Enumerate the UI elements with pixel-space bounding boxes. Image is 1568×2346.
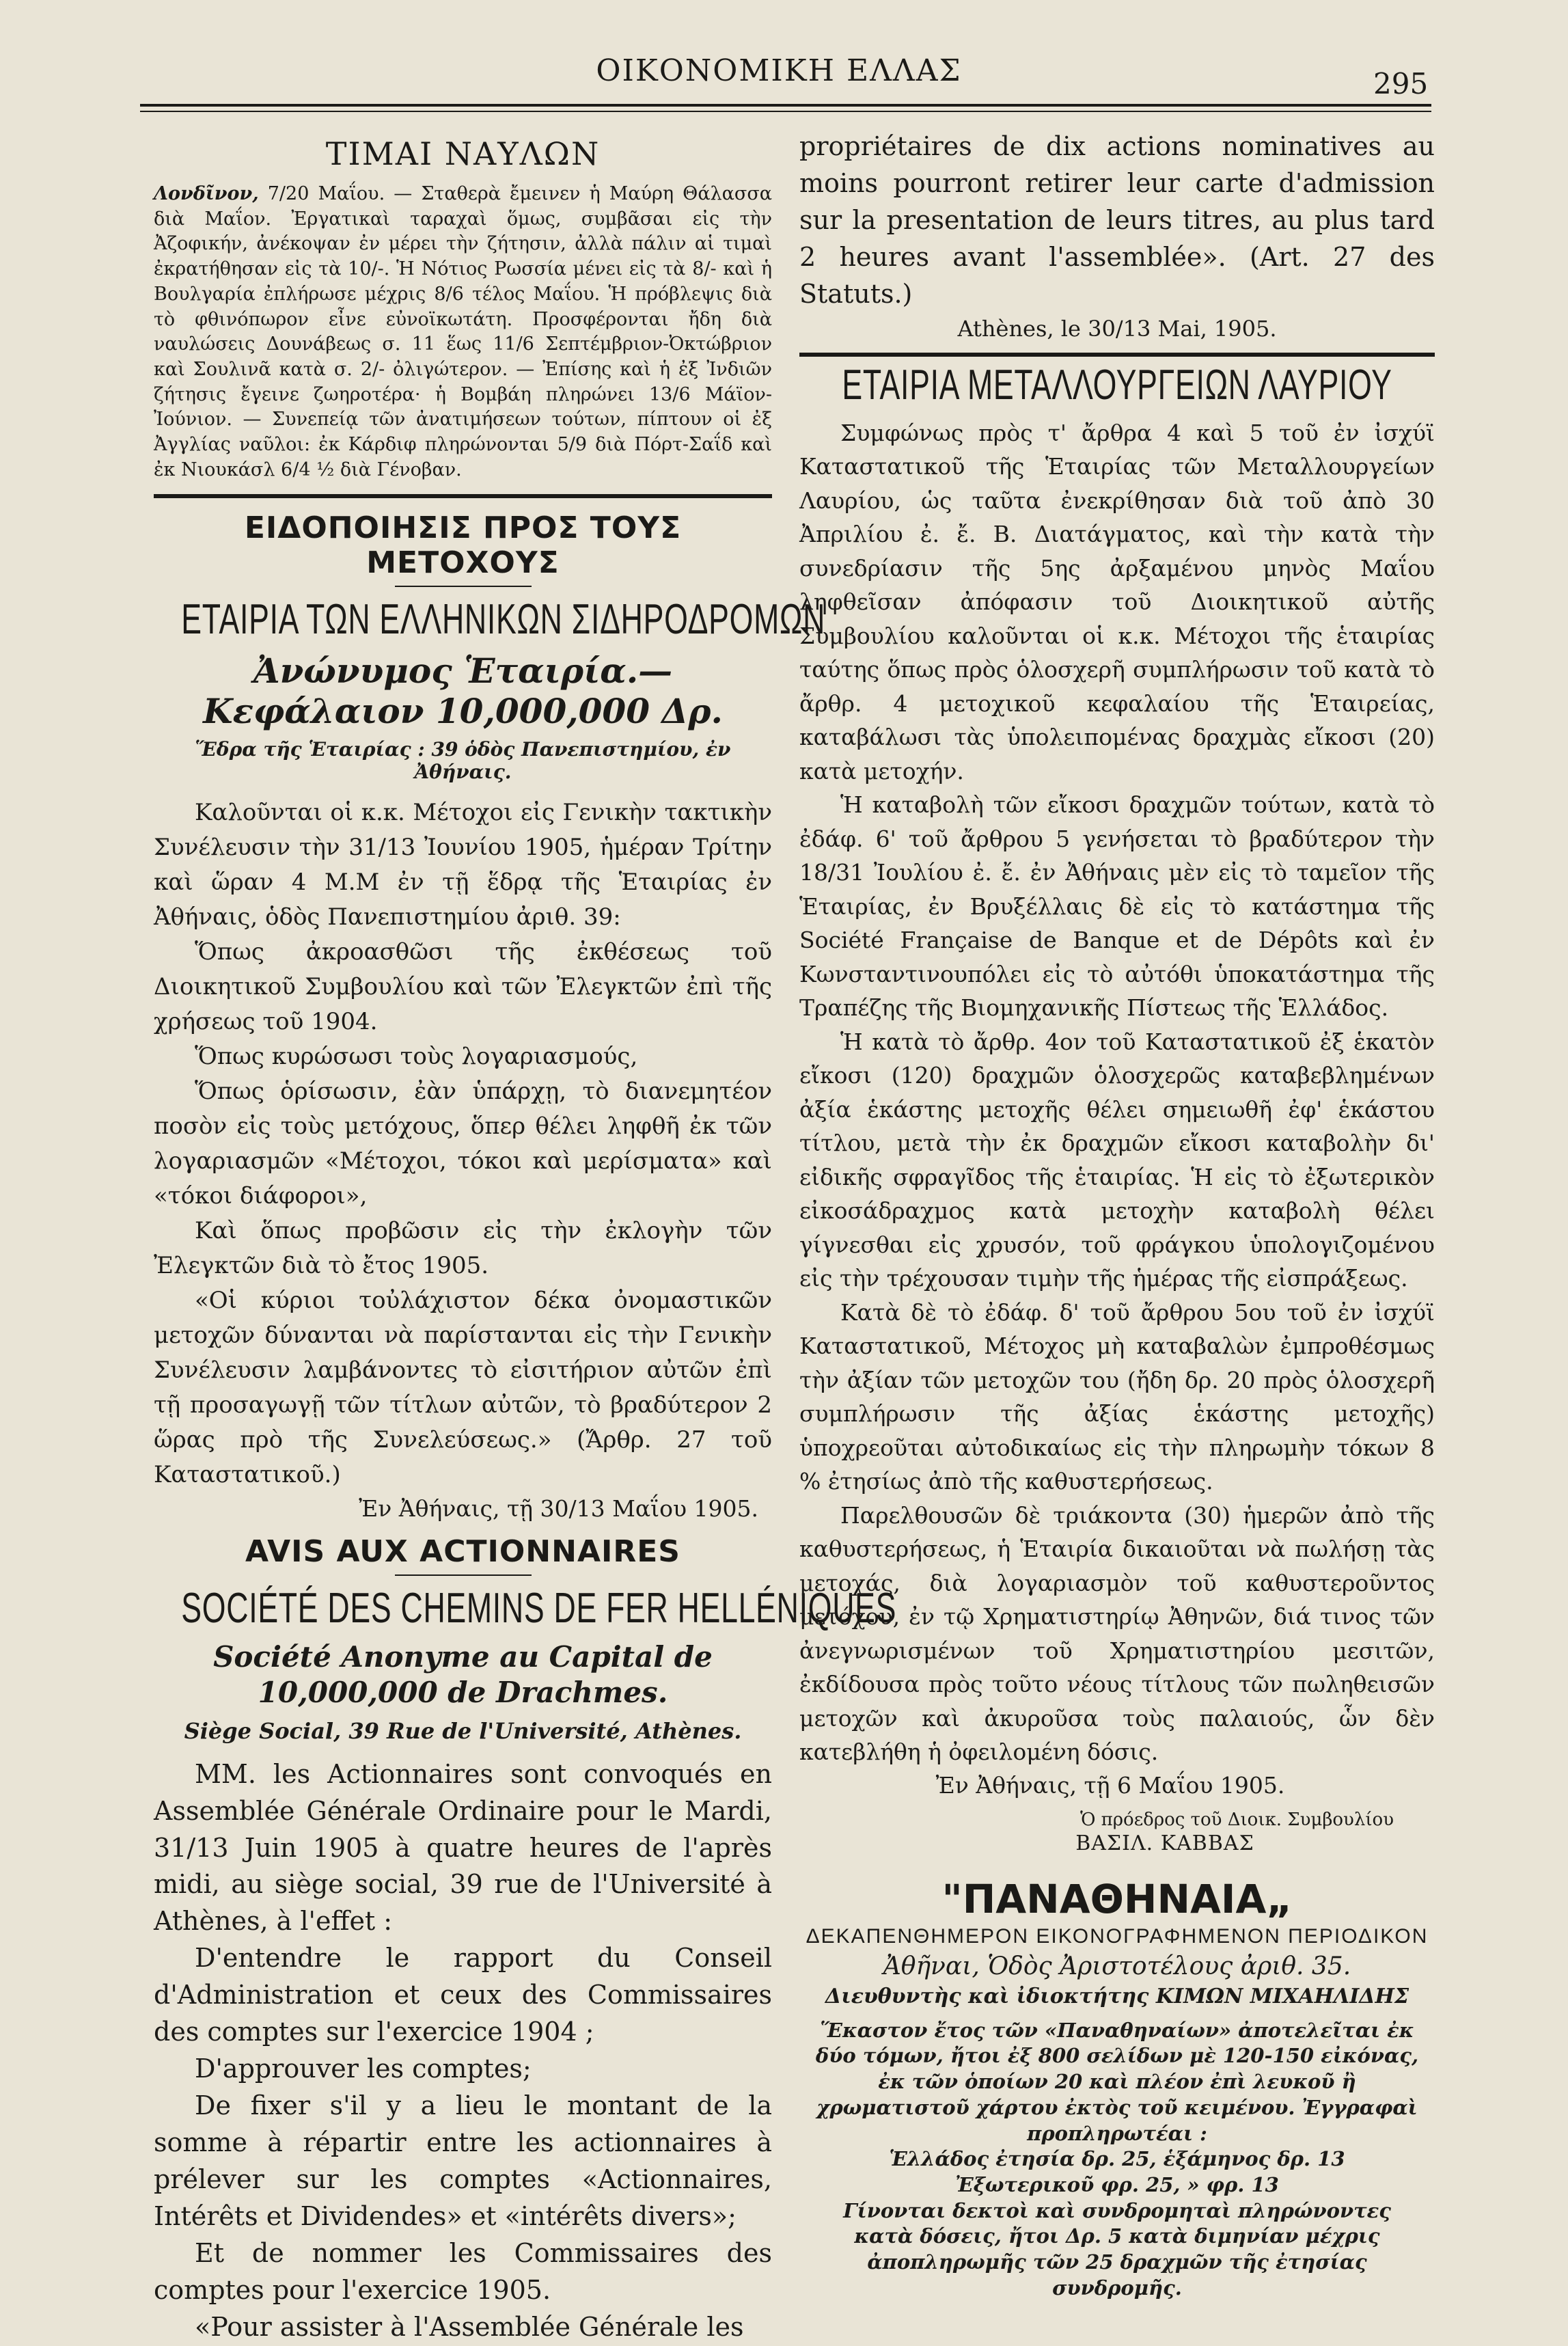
notice-gr-paragraph: Καλοῦνται οἱ κ.κ. Μέτοχοι εἰς Γενικὴν τακτικὴν Συνέλευσιν τὴν 31/13 Ἰουνίου 1905, ἡμέραν Τρίτην καὶ ὥραν 4 Μ.Μ ἐν τῇ ἕδρᾳ τῆς Ἑταιρίας ἐν Ἀθήναις, ὁδὸς Πανεπιστημίου ἀριθ. 39: (154, 798, 772, 931)
lavrion-signatory-name: ΒΑΣΙΛ. ΚΑΒΒΑΣ (1075, 1831, 1254, 1855)
notice-fr-paragraph: MM. les Actionnaires sont convoqués en Assemblée Générale Ordinaire pour le Mardi, 31/13 Juin 1905 à quatre heures de l'après midi, au siège social, 39 rue de l'Université à Athènes, à l'effet : (154, 1758, 772, 1937)
notice-gr-seat: Ἕδρα τῆς Ἑταιρίας : 39 ὁδὸς Πανεπιστημίου, ἐν Ἀθήναις. (195, 737, 731, 783)
freight-body: 7/20 Μαΐου. — Σταθερὰ ἔμεινεν ἡ Μαύρη Θάλασσα διὰ Μαΐον. Ἐργατικαὶ ταραχαὶ ὅμως, συμβᾶσαι εἰς τὴν Ἀζοφικήν, ἀνέκοψαν ἐν μέρει τὴν ζήτησιν, ἀλλὰ πάλιν αἱ τιμαὶ ἐκρατήθησαν εἰς τὰ 10/-. Ἡ Νότιος Ρωσσία μένει εἰς τὰ 8/- καὶ ἡ Βουλγαρία ἐπλήρωσε μέχρις 8/6 τέλος Μαΐου. Ἡ πρόβλεψις διὰ τὸ φθινόπωρον εἶνε εὐνοϊκωτάτη. Προσφέρονται ἤδη διὰ ναυλώσεις Δουνάβεως σ. 11 ἕως 11/6 Σεπτέμβριον-Ὀκτώβριον καὶ Σουλινᾶ κατὰ σ. 2/- ὀλιγώτερον. — Ἐπίσης καὶ ἡ ἐξ Ἰνδιῶν ζήτησις ἔγεινε ζωηροτέρα· ἡ Βομβάη πληρώνει 13/6 Μάϊον-Ἰούνιον. — Συνεπείᾳ τῶν ἀνατιμήσεων τούτων, πίπτουν οἱ ἐξ Ἀγγλίας ναῦλοι: ἐκ Κάρδιφ πληρώνονται 5/9 διὰ Πόρτ-Σαΐδ καὶ ἐκ Νιουκάσλ 6/4 ½ διὰ Γένοβαν. (154, 183, 772, 480)
lavrion-paragraph: Συμφώνως πρὸς τ' ἄρθρα 4 καὶ 5 τοῦ ἐν ἰσχύϊ Καταστατικοῦ τῆς Ἑταιρίας τῶν Μεταλλουργείων Λαυρίου, ὡς ταῦτα ἐνεκρίθησαν διὰ τοῦ ἀπὸ 30 Ἀπριλίου ἐ. ἔ. Β. Διατάγματος, καὶ τὴν κατὰ τὴν συνεδρίασιν τῆς 5ης ἀρξαμένου μηνὸς Μαΐου ληφθεῖσαν ἀπόφασιν τοῦ Διοικητικοῦ αὐτῆς Συμβουλίου καλοῦνται οἱ κ.κ. Μέτοχοι τῆς ἑταιρίας ταύτης ὅπως πρὸς ὁλοσχερῆ συμπλήρωσιν τοῦ κατὰ τὸ ἄρθρ. 4 μετοχικοῦ κεφαλαίου τῆς Ἑταιρείας, καταβάλωσι τὰς ὑπολειπομένας δραχμὰς εἴκοσι (20) κατὰ μετοχήν. (799, 419, 1435, 785)
notice-gr-company: ΕΤΑΙΡΙΑ ΤΩΝ ΕΛΛΗΝΙΚΩΝ ΣΙΔΗΡΟΔΡΟΜΩΝ (181, 595, 826, 643)
lavrion-paragraph: Ἡ καταβολὴ τῶν εἴκοσι δραχμῶν τούτων, κατὰ τὸ ἐδάφ. 6' τοῦ ἄρθρου 5 γενήσεται τὸ βραδύτερον τὴν 18/31 Ἰουλίου ἐ. ἔ. ἐν Ἀθήναις μὲν εἰς τὸ ταμεῖον τῆς Ἑταιρίας, ἐν Βρυξέλλαις δὲ εἰς τὸ κατάστημα τῆς Société Française de Banque et de Dépôts καὶ ἐν Κωνσταντινουπόλει εἰς τὸ αὐτόθι ὑποκατάστημα τῆς Τραπέζης τῆς Βιομηχανικῆς Πίστεως τῆς Ἑλλάδος. (799, 791, 1435, 1022)
notice-gr-capital: Ἀνώνυμος Ἑταιρία.—Κεφάλαιον 10,000,000 Δρ. (203, 650, 723, 731)
panathinaia-address: Ἀθῆναι, Ὁδὸς Ἀριστοτέλους ἀριθ. 35. (883, 1952, 1351, 1980)
notice-gr-body (154, 795, 772, 1492)
section-divider (154, 494, 772, 498)
short-rule (395, 1574, 532, 1576)
lavrion-paragraph: Ἡ κατὰ τὸ ἄρθρ. 4ον τοῦ Καταστατικοῦ ἐξ ἑκατὸν εἴκοσι (120) δραχμῶν ὁλοσχερῶς καταβεβλημένων ἀξία ἑκάστης μετοχῆς θέλει σημειωθῆ ἐφ' ἑκάστου τίτλου, μετὰ τὴν ἐκ δραχμῶν εἴκοσι καταβολὴν δι' εἰδικῆς σφραγῖδος τῆς ἑταιρίας. Ἡ εἰς τὸ ἐξωτερικὸν εἰκοσάδραχμος κατὰ μετοχὴν καταβολὴ θέλει γίγνεσθαι εἰς χρυσόν, τοῦ φράγκου ὑπολογιζομένου εἰς τὴν τρέχουσαν τιμὴν τῆς ἡμέρας τῆς εἰσπράξεως. (799, 1028, 1435, 1292)
notice-gr-paragraph: Ὅπως ὁρίσωσιν, ἐὰν ὑπάρχῃ, τὸ διανεμητέον ποσὸν εἰς τοὺς μετόχους, ὅπερ θέλει ληφθῆ ἐκ τῶν λογαριασμῶν «Μέτοχοι, τόκοι καὶ μερίσματα» καὶ «τόκοι διάφοροι», (154, 1077, 772, 1210)
freight-title: ΤΙΜΑΙ ΝΑΥΛΩΝ (325, 135, 601, 172)
notice-fr-company: SOCIÉTÉ DES CHEMINS DE FER HELLÉNIQUES (181, 1584, 897, 1632)
header-rule (140, 104, 1431, 107)
panathinaia-footer: Γίνονται δεκτοὶ καὶ συνδρομηταὶ πληρώνοντες κατὰ δόσεις, ἤτοι Δρ. 5 κατὰ διμηνίαν μέχρις ἀποπληρωμῆς τῶν 25 δραχμῶν τῆς ἐτησίας συνδρομῆς. (843, 2198, 1391, 2300)
notice-fr-paragraph: D'entendre le rapport du Conseil d'Administration et ceux des Commissaires des comptes sur l'exercice 1904 ; (154, 1943, 772, 2047)
panathinaia-title: "ΠΑΝΑΘΗΝΑΙΑ„ (941, 1875, 1293, 1922)
section-divider (799, 353, 1435, 357)
notice-fr-seat: Siège Social, 39 Rue de l'Université, Athènes. (184, 1717, 742, 1744)
notice-fr-paragraph: Et de nommer les Commissaires des comptes pour l'exercice 1905. (154, 2238, 772, 2305)
lavrion-signatory-title: Ὁ πρόεδρος τοῦ Διοικ. Συμβουλίου (1080, 1809, 1394, 1830)
short-rule (395, 586, 532, 587)
right-column (799, 128, 1435, 2301)
header-rule-thin (140, 111, 1431, 112)
panathinaia-rate: Ἑλλάδος ἐτησία δρ. 25, ἑξάμηνος δρ. 13 (889, 2147, 1345, 2171)
notice-gr-paragraph: Ὅπως κυρώσωσι τοὺς λογαριασμούς, (195, 1042, 638, 1070)
notice-fr-paragraph: D'approuver les comptes; (195, 2054, 532, 2084)
notice-gr-dateline: Ἐν Ἀθήναις, τῇ 30/13 Μαΐου 1905. (359, 1495, 758, 1522)
notice-fr-capital: Société Anonyme au Capital de 10,000,000 de Drachmes. (213, 1639, 713, 1710)
freight-lead: Λονδῖνον, (154, 183, 259, 204)
lavrion-paragraph: Παρελθουσῶν δὲ τριάκοντα (30) ἡμερῶν ἀπὸ τῆς καθυστερήσεως, ἡ Ἑταιρία δικαιοῦται νὰ πωλήσῃ τὰς μετοχάς, διὰ λογαριασμὸν τοῦ καθυστεροῦντος μετόχου, ἐν τῷ Χρηματιστηρίῳ Ἀθηνῶν, διά τινος τῶν ἀνεγνωρισμένων τοῦ Χρηματιστηρίου μεσιτῶν, ἐκδίδουσα πρὸς τοῦτο νέους τίτλους τῶν πωληθεισῶν μετοχῶν καὶ ἀκυροῦσα τοὺς παλαιούς, ὧν δὲν κατεβλήθη ἡ ὀφειλομένη δόσις. (799, 1501, 1435, 1766)
panathinaia-rate: Ἐξωτερικοῦ φρ. 25, » φρ. 13 (955, 2172, 1279, 2196)
notice-gr-paragraph: «Οἱ κύριοι τοὐλάχιστον δέκα ὀνομαστικῶν μετοχῶν δύνανται νὰ παρίστανται εἰς τὴν Γενικὴν Συνέλευσιν λαμβάνοντες τὸ εἰσιτήριον αὐτῶν ἐπὶ τῇ προσαγωγῇ τῶν τίτλων αὐτῶν, τὸ βραδύτερον 2 ὥρας πρὸ τῆς Συνελεύσεως.» (Ἄρθρ. 27 τοῦ Καταστατικοῦ.) (154, 1286, 772, 1488)
lavrion-dateline: Ἐν Ἀθήναις, τῇ 6 Μαΐου 1905. (935, 1771, 1285, 1799)
freight-text (154, 182, 772, 483)
notice-fr-heading: AVIS AUX ACTIONNAIRES (245, 1533, 680, 1569)
notice-fr-continuation: propriétaires de dix actions nominatives au moins pourront retirer leur carte d'admission sur la presentation de leurs titres, au plus tard 2 heures avant l'assemblée». (Art. 27 des Statuts.) (799, 131, 1435, 309)
page-number: 295 (1373, 67, 1429, 100)
lavrion-paragraph: Κατὰ δὲ τὸ ἐδάφ. δ' τοῦ ἄρθρου 5ου τοῦ ἐν ἰσχύϊ Καταστατικοῦ, Μέτοχος μὴ καταβαλὼν ἐμπροθέσμως τὴν ἀξίαν τῶν μετοχῶν του (ἤδη δρ. 20 πρὸς ὁλοσχερῆ συμπλήρωσιν τῆς ἀξίας ἑκάστης μετοχῆς) ὑποχρεοῦται αὐτοδικαίως εἰς τὴν πληρωμὴν τόκων 8 % ἐτησίως ἀπὸ τῆς καθυστερήσεως. (799, 1298, 1435, 1495)
running-title: ΟΙΚΟΝΟΜΙΚΗ ΕΛΛΑΣ (596, 53, 962, 88)
panathinaia-director: Διευθυντὴς καὶ ἰδιοκτήτης ΚΙΜΩΝ ΜΙΧΑΗΛΙΔΗΣ (825, 1984, 1409, 2008)
panathinaia-notice-text: Ἕκαστον ἔτος τῶν «Παναθηναίων» ἀποτελεῖται ἐκ δύο τόμων, ἤτοι ἐξ 800 σελίδων μὲ 120-150 εἰκόνας, ἐκ τῶν ὁποίων 20 καὶ πλέον ἐπὶ λευκοῦ ἢ χρωματιστοῦ χάρτου ἐκτὸς τοῦ κειμένου. Ἐγγραφαὶ προπληρωτέαι : (815, 2018, 1419, 2145)
lavrion-body (799, 416, 1435, 1769)
notice-gr-paragraph: Καὶ ὅπως προβῶσιν εἰς τὴν ἐκλογὴν τῶν Ἐλεγκτῶν διὰ τὸ ἔτος 1905. (154, 1216, 772, 1279)
lavrion-company: ΕΤΑΙΡΙΑ ΜΕΤΑΛΛΟΥΡΓΕΙΩΝ ΛΑΥΡΙΟΥ (842, 361, 1392, 409)
notice-gr-paragraph: Ὅπως ἀκροασθῶσι τῆς ἐκθέσεως τοῦ Διοικητικοῦ Συμβουλίου καὶ τῶν Ἐλεγκτῶν ἐπὶ τῆς χρήσεως τοῦ 1904. (154, 938, 772, 1035)
notice-fr-dateline: Athènes, le 30/13 Mai, 1905. (957, 315, 1277, 342)
notice-gr-heading: ΕΙΔΟΠΟΙΗΣΙΣ ΠΡΟΣ ΤΟΥΣ ΜΕΤΟΧΟΥΣ (244, 510, 682, 580)
panathinaia-subtitle: ΔΕΚΑΠΕΝΘΗΜΕΡΟΝ ΕΙΚΟΝΟΓΡΑΦΗΜΕΝΟΝ ΠΕΡΙΟΔΙΚΟΝ (806, 1924, 1429, 1948)
notice-fr-body (154, 1756, 772, 2346)
notice-fr-paragraph: «Pour assister à l'Assemblée Générale les (195, 2311, 744, 2342)
notice-fr-paragraph: De fixer s'il y a lieu le montant de la somme à répartir entre les actionnaires à prélever sur les comptes «Actionnaires, Intérêts et Dividendes» et «intérêts divers»; (154, 2090, 772, 2232)
left-column (154, 128, 897, 2346)
panathinaia-notice (799, 2018, 1435, 2302)
